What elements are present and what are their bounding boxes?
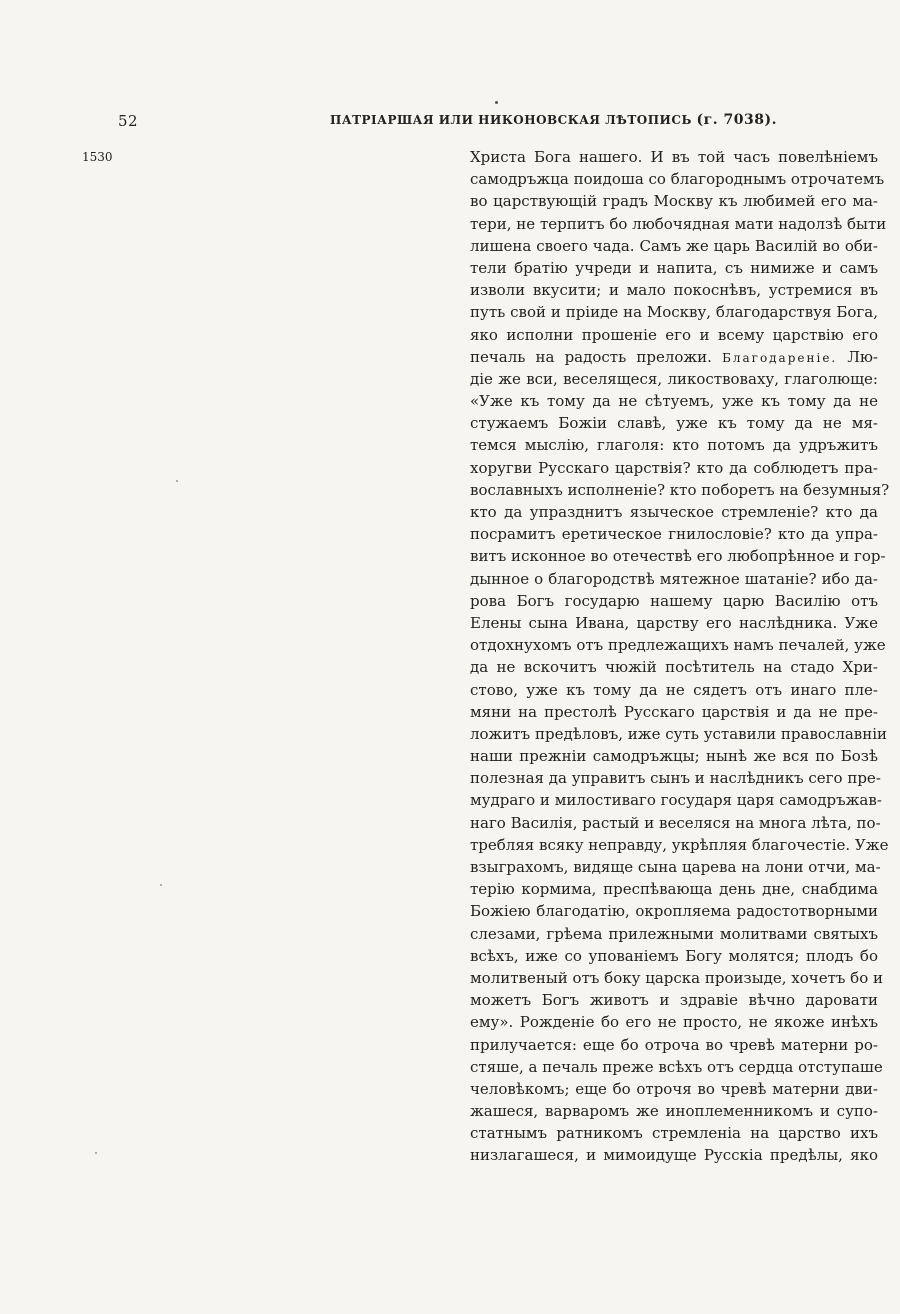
text-line: дынное о благородствѣ мятежное шатаніе? ибо да- (470, 569, 878, 588)
running-title (330, 112, 777, 128)
text-line: да не вскочитъ чюжій посѣтитель на стадо Хри- (470, 658, 878, 677)
text-line: яко исполни прошеніе его и всему царствію его (470, 325, 878, 344)
print-speck (495, 101, 498, 104)
page-number: 52 (118, 112, 139, 130)
text-line: Божіею благодатію, окропляема радостотворными (470, 902, 878, 921)
paper-speck (95, 1152, 97, 1154)
text-line: діе же вси, веселящеся, ликоствоваху, глаголюще: (470, 369, 878, 388)
text-line: «Уже къ тому да не сѣтуемъ, уже къ тому да не (470, 392, 878, 411)
text-line: Елены сына Ивана, царству его наслѣдника. Уже (470, 613, 878, 632)
text-line: печаль на радость преложи. Благодареніе. Лю- (470, 347, 878, 366)
text-line: Христа Бога нашего. И въ той часъ повелѣніемъ (470, 148, 878, 166)
text-line: наши прежніи самодръжцы; нынѣ же вся по Бозѣ (470, 747, 878, 766)
text-line: полезная да управитъ сынъ и наслѣдникъ сего пре- (470, 769, 881, 788)
text-line: требляя всяку неправду, укрѣпляя благочестіе. Уже (470, 835, 889, 854)
text-line: жашеся, варваромъ же иноплеменникомъ и супо- (470, 1102, 878, 1121)
spaced-heading-word: Благодареніе. (722, 350, 838, 365)
margin-year: 1530 (82, 150, 113, 164)
text-line: вославныхъ исполненіе? кто поборетъ на безумныя? (470, 480, 890, 499)
text-line: изволи вкусити; и мало покоснѣвъ, устремися въ (470, 281, 878, 300)
text-line: рова Богъ государю нашему царю Василію отъ (470, 591, 878, 610)
text-line: мяни на престолѣ Русскаго царствія и да не пре- (470, 702, 878, 721)
text-line: взыграхомъ, видяще сына царева на лони отчи, ма- (470, 858, 881, 876)
text-line: стово, уже къ тому да не сядетъ отъ инаго пле- (470, 680, 878, 699)
text-line: ложитъ предѣловъ, иже суть уставили православніи (470, 724, 888, 743)
text-line: посрамитъ еретическое гнилословіе? кто да упра- (470, 525, 878, 544)
text-line: мудраго и милостиваго государя царя самодръжав- (470, 791, 882, 810)
paper-speck (160, 884, 162, 886)
text-column (470, 146, 890, 1167)
text-line: можетъ Богъ животъ и здравіе вѣчно даровати (470, 991, 878, 1010)
text-line: стужаемъ Божіи славѣ, уже къ тому да не мя- (470, 414, 878, 433)
text-line: во царствующій градъ Москву къ любимей его ма- (470, 192, 878, 211)
text-line: стяше, а печаль преже всѣхъ отъ сердца отступаше (470, 1057, 883, 1076)
running-title-year: (г. 7038). (696, 112, 777, 128)
text-line: наго Василія, растый и веселяся на многа лѣта, по- (470, 813, 881, 832)
text-line: терію кормима, преспѣвающа день дне, снабдима (470, 880, 878, 899)
paper-speck (176, 480, 178, 482)
text-line: всѣхъ, иже со упованіемъ Богу молятся; плодъ бо (470, 946, 878, 965)
text-line: самодръжца поидоша со благороднымъ отрочатемъ (470, 170, 885, 189)
text-line: темся мыслію, глаголя: кто потомъ да удръжитъ (470, 436, 878, 455)
running-title-text: ПАТРІАРШАЯ ИЛИ НИКОНОВСКАЯ ЛѢТОПИСЬ (330, 113, 692, 127)
text-line: тели братію учреди и напита, съ нимиже и самъ (470, 258, 878, 277)
text-line: кто да упразднитъ языческое стремленіе? кто да (470, 503, 878, 521)
text-line: статнымъ ратникомъ стремленіа на царство ихъ (470, 1124, 878, 1143)
text-line: витъ исконное во отечествѣ его любопрѣнное и гор- (470, 547, 886, 566)
text-line: слезами, грѣема прилежными молитвами святыхъ (470, 924, 878, 943)
text-line: прилучается: еще бо отроча во чревѣ матерни ро- (470, 1035, 878, 1054)
text-line: человѣкомъ; еще бо отрочя во чревѣ матерни дви- (470, 1079, 878, 1098)
text-line: путь свой и пріиде на Москву, благодарствуя Бога, (470, 303, 878, 322)
text-line: молитвеный отъ боку царска произыде, хочетъ бо и (470, 968, 884, 987)
text-line: хоругви Русскаго царствія? кто да соблюдетъ пра- (470, 458, 878, 477)
text-line: низлагашеся, и мимоидуще Русскіа предѣлы, яко (470, 1146, 878, 1165)
text-line: отдохнухомъ отъ предлежащихъ намъ печалей, уже (470, 636, 886, 655)
text-line: тери, не терпитъ бо любочядная мати надолзѣ быти (470, 214, 887, 233)
text-line: ему». Рожденіе бо его не просто, не якоже инѣхъ (470, 1013, 878, 1032)
text-line: лишена своего чада. Самъ же царь Василій во оби- (470, 236, 878, 255)
